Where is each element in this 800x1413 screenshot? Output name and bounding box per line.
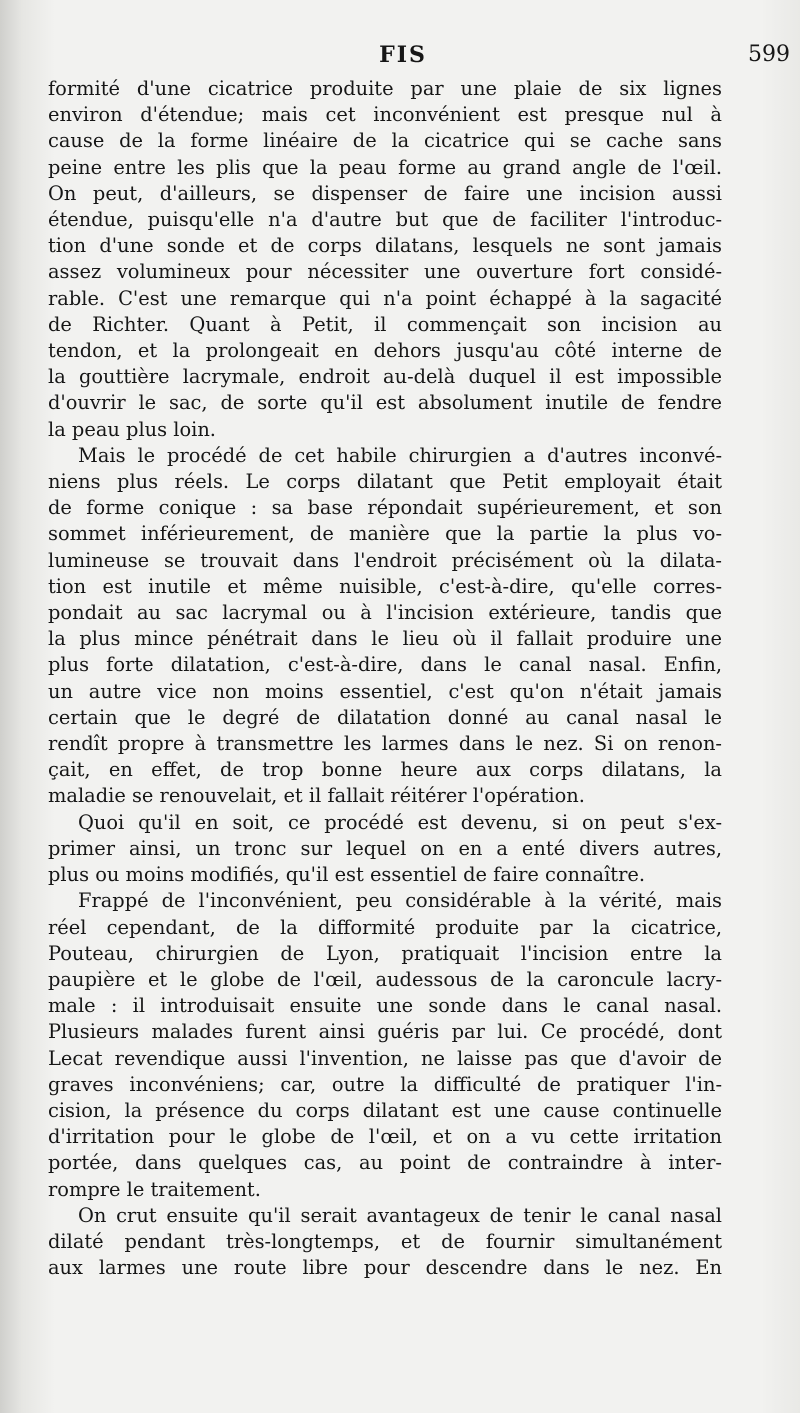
paragraph: [48, 443, 722, 810]
paragraph: [48, 76, 722, 443]
text-line: peine entre les plis que la peau forme au grand angle de l'œil.: [48, 155, 722, 179]
text-line: maladie se renouvelait, et il fallait réitérer l'opération.: [48, 784, 585, 808]
text-line: tion d'une sonde et de corps dilatans, lesquels ne sont jamais: [48, 234, 722, 258]
running-head: FIS: [379, 42, 427, 68]
text-line: un autre vice non moins essentiel, c'est qu'on n'était jamais: [48, 679, 722, 703]
text-line: Pouteau, chirurgien de Lyon, pratiquait l'incision entre la: [48, 941, 722, 965]
text-line: rable. C'est une remarque qui n'a point échappé à la sagacité: [48, 286, 722, 310]
text-line: pondait au sac lacrymal ou à l'incision extérieure, tandis que: [48, 601, 722, 625]
text-line: sommet inférieurement, de manière que la partie la plus vo-: [48, 522, 722, 546]
text-line: aux larmes une route libre pour descendre dans le nez. En: [48, 1256, 722, 1280]
text-line: Plusieurs malades furent ainsi guéris par lui. Ce procédé, dont: [48, 1020, 722, 1044]
text-line: dilaté pendant très-longtemps, et de fournir simultanément: [48, 1229, 722, 1253]
text-line: assez volumineux pour nécessiter une ouverture fort considé-: [48, 260, 722, 284]
text-line: Frappé de l'inconvénient, peu considérable à la vérité, mais: [78, 889, 722, 913]
page-number: 599: [748, 42, 790, 67]
text-line: tendon, et la prolongeait en dehors jusqu'au côté interne de: [48, 339, 722, 363]
page-header: [48, 42, 790, 78]
text-line: graves inconvéniens; car, outre la difficulté de pratiquer l'in-: [48, 1072, 722, 1096]
text-line: Quoi qu'il en soit, ce procédé est devenu, si on peut s'ex-: [78, 810, 722, 834]
text-line: rendît propre à transmettre les larmes dans le nez. Si on renon-: [48, 732, 722, 756]
text-line: de Richter. Quant à Petit, il commençait son incision au: [48, 312, 722, 336]
text-line: tion est inutile et même nuisible, c'est-à-dire, qu'elle corres-: [48, 574, 722, 598]
text-line: cause de la forme linéaire de la cicatrice qui se cache sans: [48, 129, 722, 153]
text-line: lumineuse se trouvait dans l'endroit précisément où la dilata-: [48, 548, 722, 572]
text-line: la gouttière lacrymale, endroit au-delà duquel il est impossible: [48, 365, 722, 389]
text-line: primer ainsi, un tronc sur lequel on en a enté divers autres,: [48, 836, 722, 860]
text-line: çait, en effet, de trop bonne heure aux corps dilatans, la: [48, 758, 722, 782]
text-line: réel cependant, de la difformité produite par la cicatrice,: [48, 915, 722, 939]
text-line: de forme conique : sa base répondait supérieurement, et son: [48, 496, 722, 520]
text-line: environ d'étendue; mais cet inconvénient est presque nul à: [48, 103, 722, 127]
text-line: On peut, d'ailleurs, se dispenser de faire une incision aussi: [48, 181, 722, 205]
text-line: Mais le procédé de cet habile chirurgien a d'autres inconvé-: [78, 443, 722, 467]
text-line: male : il introduisait ensuite une sonde dans le canal nasal.: [48, 994, 722, 1018]
text-line: On crut ensuite qu'il serait avantageux de tenir le canal nasal: [78, 1203, 722, 1227]
text-line: cision, la présence du corps dilatant est une cause continuelle: [48, 1098, 722, 1122]
text-line: plus forte dilatation, c'est-à-dire, dans le canal nasal. Enfin,: [48, 653, 722, 677]
text-line: d'ouvrir le sac, de sorte qu'il est absolument inutile de fendre: [48, 391, 722, 415]
paragraph: [48, 1203, 722, 1282]
text-line: la peau plus loin.: [48, 417, 216, 441]
text-line: Lecat revendique aussi l'invention, ne laisse pas que d'avoir de: [48, 1046, 722, 1070]
paragraph: [48, 888, 722, 1202]
text-line: d'irritation pour le globe de l'œil, et on a vu cette irritation: [48, 1125, 722, 1149]
text-line: la plus mince pénétrait dans le lieu où il fallait produire une: [48, 627, 722, 651]
text-line: plus ou moins modifiés, qu'il est essentiel de faire connaître.: [48, 863, 646, 887]
text-line: rompre le traitement.: [48, 1177, 261, 1201]
text-line: certain que le degré de dilatation donné au canal nasal le: [48, 705, 722, 729]
text-line: paupière et le globe de l'œil, audessous de la caroncule lacry-: [48, 967, 722, 991]
paragraph: [48, 810, 722, 889]
text-line: portée, dans quelques cas, au point de contraindre à inter-: [48, 1151, 722, 1175]
body-text: [48, 76, 722, 1281]
text-line: étendue, puisqu'elle n'a d'autre but que de faciliter l'introduc-: [48, 208, 722, 232]
text-line: niens plus réels. Le corps dilatant que Petit employait était: [48, 470, 722, 494]
text-line: formité d'une cicatrice produite par une plaie de six lignes: [48, 77, 722, 100]
